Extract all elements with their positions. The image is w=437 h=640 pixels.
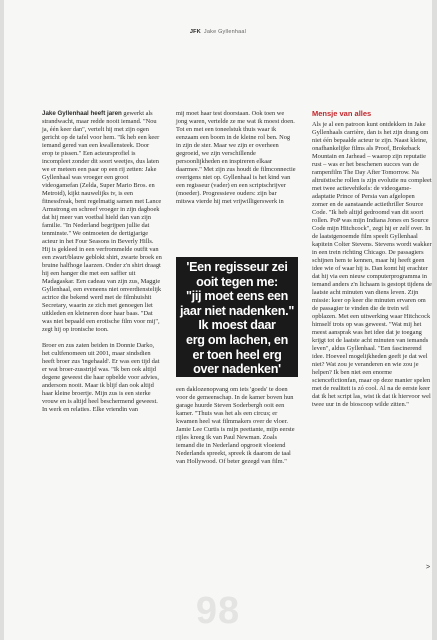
column-2-bottom <box>176 386 296 466</box>
section-title: Jake Gyllenhaal <box>203 29 247 35</box>
column-3 <box>312 110 432 409</box>
continue-arrow-icon: > <box>426 564 431 571</box>
paragraph: een daklozenopvang om iets 'goeds' te doen voor de gemeenschap. In de kamer boven hun garage huurde Steven Soderbergh ooit een kamer. "Thuis was het als een circus; er kwamen heel wat filmmakers over de vloer. Jamie Lee Curtis is mijn peettante, mijn eerste rijles kreeg ik van Paul Newman. Zoals iemand die in Nederland opgroeit vloeiend Nederlands spreekt, spreek ik daarom de taal van Hollywood. Of beter gezegd van film." <box>176 386 295 465</box>
quote-line: ooit tegen me: <box>176 275 298 290</box>
paragraph: Broer en zus zaten beiden in Donnie Darko, het cultfenomeen uit 2001, maar sindsdien heeft broer zus 'ingehaald'. Er was een tijd dat er wat broer-zusstrijd was. "Ik ben ook altijd degene geweest die haar opbelde voor advies, andersom nooit. Maar ik blijf dan ook altijd haar kleine broertje. Mijn zus is een sterke vrouw en is altijd heel beschermend geweest. In werk en relaties. Elke vriendin van <box>42 342 160 413</box>
quote-line: er toen heel erg <box>176 348 298 363</box>
quote-line: Ik moest daar <box>176 318 298 333</box>
magazine-name: JFK <box>189 29 201 35</box>
paragraph: mij moet haar test doorstaan. Ook toen we jong waren, vertelde ze me wat ik moest doen. Tot en met een toneelstuk thuis waar ik eenzaam een boom in de kleine rol ben. Nog in zijn de ster. Maar we zijn er overheen gegroeid, we zijn verschillende persoonlijkheden en inspireren elkaar daarmee." Met zijn zus houdt de filmconnectie overigens niet op. Gyllenhaal is het kind van een regisseur (vader) en een scriptschrijver (moeder). Progressieve ouders: zijn bar mitswa vierde hij met vrijwilligerswerk in <box>176 110 296 205</box>
column-2-top <box>176 110 296 206</box>
lead-in: Jake Gyllenhaal heeft jaren <box>42 110 122 117</box>
quote-line: erg om lachen, en <box>176 333 298 348</box>
running-head <box>4 29 432 35</box>
paragraph <box>42 110 162 334</box>
quote-line: "jij moet eens een <box>176 289 298 304</box>
quote-line: jaar niet nadenken." <box>176 304 298 319</box>
column-1 <box>42 110 162 414</box>
magazine-page <box>4 0 432 640</box>
paragraph: Als je al een patroon kunt ontdekken in Jake Gyllenhaals carrière, dan is het zijn drang om niet één bepaalde acteur te zijn. Naast kleine, onafhankelijke films als Proof, Brokeback Mountain en Jarhead – waarop zijn reputatie rust – was er het beschenen succes van de rampenfilm The Day After Tomorrow. Na altruïstische rollen is zijn evolutie nu compleet met twee actievehikels: de videogame-adaptatie Prince of Persia van afgelopen zomer en de aanstaande actiethriller Source Code. "Ik heb altijd gedroomd van dit soort rollen. PoP was mijn Indiana Jones en Source Code mijn Hitchcock", zegt hij er zelf over. In de laatstgenoemde film speelt Gyllenhaal kapitein Colter Stevens. Stevens wordt wakker in een trein richting Chicago. De passagiers schijnen hem te kennen, maar hij heeft geen idee wie of waar hij is. Dan komt hij erachter dat hij via een nieuw computerprogramma in iemand anders z'n lichaam is gestopt tijdens de laatste acht minuten van diens leven. Zijn missie: keer op keer die minuten ervaren om de passagier te vinden die de trein wil opblazen. Met een uitwerking waar Hitchcock himself trots op was geweest. "Wat mij het meest aansprak was het idee dat je toegang krijgt tot de laatste acht minuten van iemands leven", aldus Gyllenhaal. "Een fascinerend idee. Hoeveel mogelijkheden geeft je dat wel niet? Wat zou je veranderen en wie zou je helpen? Ik ben niet een enorme sciencefictionfan, maar op deze manier spelen met de realiteit is zó cool. Al na de eerste keer dat ik het script las, wist ik dat ik hiervoor wel twee uur in de bioscoop wilde zitten." <box>312 121 432 408</box>
page-number: 98 <box>195 590 241 632</box>
quote-line: 'Een regisseur zei <box>176 260 298 275</box>
paragraph-text: gewerkt als strandwacht, maar redde nooit iemand. "Nou ja, één keer dan", vertelt hij met zijn ogen gericht op de tafel voor hem. "Ik heb een keer iemand gered van een kwallensteek. Door erop te pissen." Een acteursprofiel is incompleet zonder dit soort weetjes, dus laten we er meteen een paar op een rij zetten: Jake Gyllenhaal was vroeger een groot videogamefan (Zelda, Super Mario Bros. en Metroid), kijkt nauwelijks tv, is een fitnessfreak, bent regelmatig samen met Lance Armstrong en schreef vroeger in zijn dagboek dat hij meer van voetbal hield dan van zijn familie. "In Nederland begrijpen jullie dat tenminste." We ontmoeten de dertigjarige acteur in het Four Seasons in Beverly Hills. Hij is gekleed in een verfrommelde outfit van een zwart/blauw geblokt shirt, zwarte broek en bruine halfhoge laarzen. Onder z'n shirt draagt hij een hanger die met een saffier uit Madagaskar. Een cadeau van zijn zus, Maggie Gyllenhaal, een eveneens niet onverdienstelijk actrice die bekend werd met de filmhuishit Secretary, waarin ze zich met genoegen liet uitkleden en kleineren door haar baas. "Dat was niet bepaald een erotische film voor mij", zegt hij op ironische toon. <box>42 110 162 333</box>
section-heading: Mensje van alles <box>312 109 372 118</box>
quote-line: over nadenken' <box>176 362 298 377</box>
pull-quote <box>176 257 298 375</box>
